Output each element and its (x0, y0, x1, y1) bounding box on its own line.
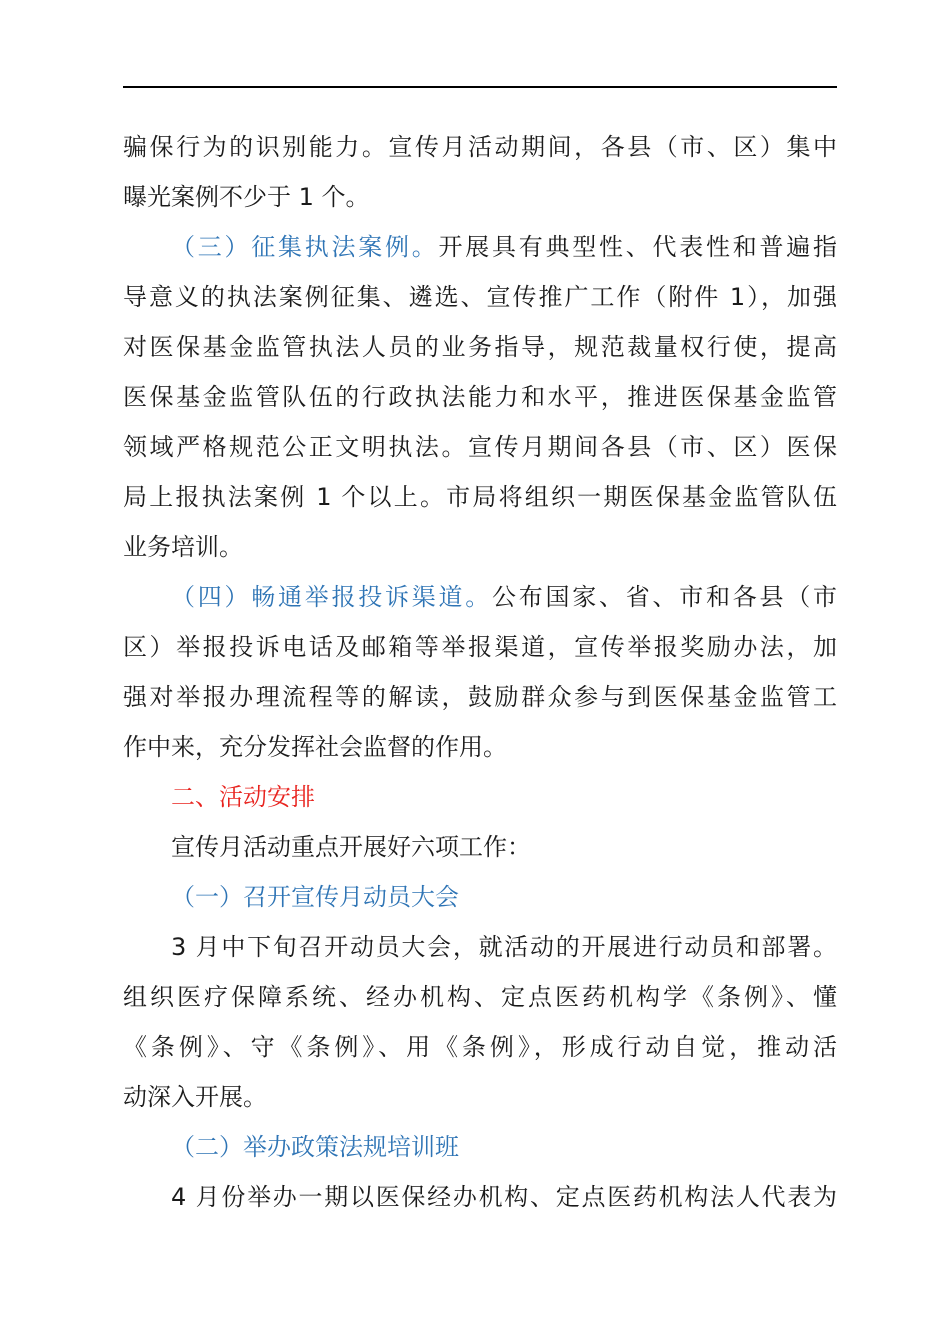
paragraph-line: 动深入开展。 (123, 1083, 267, 1111)
paragraph-line: 局上报执法案例 1 个以上。市局将组织一期医保基金监管队伍 (123, 483, 837, 511)
paragraph-line: 区）举报投诉电话及邮箱等举报渠道，宣传举报奖励办法，加 (123, 633, 837, 661)
document-body (123, 122, 837, 1222)
paragraph-line: 作中来，充分发挥社会监督的作用。 (123, 733, 507, 761)
paragraph-line: 《条例》、守《条例》、用《条例》，形成行动自觉，推动活 (123, 1033, 837, 1061)
paragraph-line: 导意义的执法案例征集、遴选、宣传推广工作（附件 1），加强 (123, 283, 837, 311)
paragraph-text: 公布国家、省、市和各县（市 (492, 583, 837, 611)
paragraph-line: 曝光案例不少于 1 个。 (123, 183, 370, 211)
subsection-heading: （四）畅通举报投诉渠道。 (171, 583, 492, 611)
header-rule (123, 86, 837, 88)
paragraph-line: 强对举报办理流程等的解读，鼓励群众参与到医保基金监管工 (123, 683, 837, 711)
section-heading-line (123, 572, 837, 622)
paragraph-line: 医保基金监管队伍的行政执法能力和水平，推进医保基金监管 (123, 383, 837, 411)
subsection-heading: （一）召开宣传月动员大会 (171, 883, 459, 911)
paragraph-line: 4 月份举办一期以医保经办机构、定点医药机构法人代表为 (171, 1183, 837, 1211)
paragraph-line: 组织医疗保障系统、经办机构、定点医药机构学《条例》、懂 (123, 983, 837, 1011)
paragraph-text: 开展具有典型性、代表性和普遍指 (438, 233, 837, 261)
section-heading-line (123, 222, 837, 272)
paragraph-line: 3 月中下旬召开动员大会，就活动的开展进行动员和部署。 (171, 933, 837, 961)
paragraph-line: 骗保行为的识别能力。宣传月活动期间，各县（市、区）集中 (123, 133, 837, 161)
subsection-heading: （二）举办政策法规培训班 (171, 1133, 459, 1161)
paragraph-line: 宣传月活动重点开展好六项工作： (171, 833, 531, 861)
paragraph-line: 对医保基金监管执法人员的业务指导，规范裁量权行使，提高 (123, 333, 837, 361)
section-heading: 二、活动安排 (171, 783, 315, 811)
subsection-heading: （三）征集执法案例。 (171, 233, 439, 261)
paragraph-line: 业务培训。 (123, 533, 243, 561)
paragraph-line: 领域严格规范公正文明执法。宣传月期间各县（市、区）医保 (123, 433, 837, 461)
